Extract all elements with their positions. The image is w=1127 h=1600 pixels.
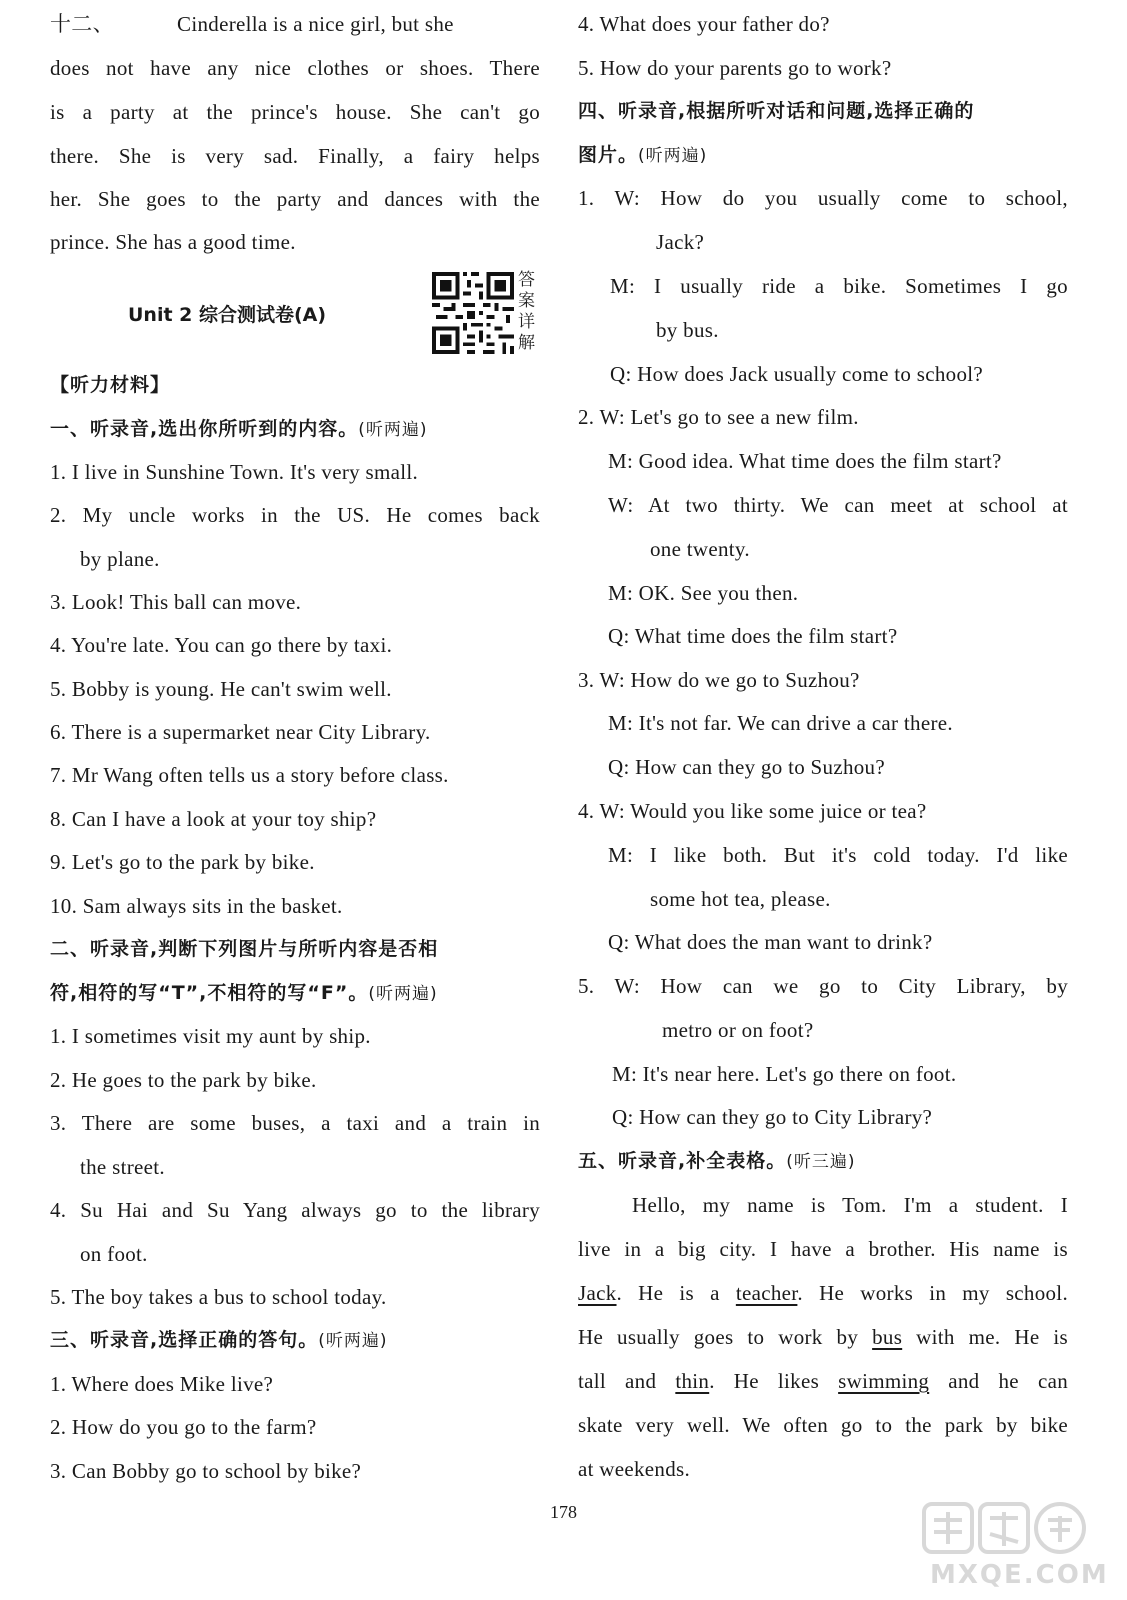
- s5-line-1: Hello, my name is Tom. I'm a student. I: [632, 1193, 1068, 1217]
- s3-item-2: 2. How do you go to the farm?: [50, 1415, 317, 1439]
- blank-answer-jack: Jack: [578, 1281, 617, 1305]
- listening-materials-title: 【听力材料】: [50, 374, 171, 396]
- s5-text: with me. He is: [902, 1325, 1068, 1349]
- watermark-text: MXQE.COM: [930, 1560, 1109, 1590]
- unit-title: Unit 2 综合测试卷(A): [128, 304, 327, 326]
- d2-w-line-3: one twenty.: [650, 537, 750, 561]
- s5-text: and he can: [929, 1369, 1068, 1393]
- section-2-note: (听两遍): [368, 984, 438, 1004]
- d5-w-line-2: metro or on foot?: [662, 1018, 814, 1042]
- s5-line-4: [578, 1324, 1068, 1350]
- d3-question: Q: How can they go to Suzhou?: [608, 755, 885, 779]
- s5-text: He usually goes to work by: [578, 1325, 873, 1349]
- p12-line-1: [50, 11, 454, 37]
- d1-m-line-1: M: I usually ride a bike. Sometimes I go: [610, 274, 1068, 298]
- section-3-heading: [50, 1327, 387, 1354]
- d4-m-line-1: M: I like both. But it's cold today. I'd like: [608, 843, 1068, 867]
- section-3-note: (听两遍): [318, 1331, 388, 1351]
- section-2-heading-text: 符,相符的写“T”,不相符的写“F”。: [50, 982, 369, 1004]
- section-2-heading-2: [50, 980, 438, 1007]
- s5-text: . He is a: [616, 1281, 736, 1305]
- s1-item-7: 7. Mr Wang often tells us a story before class.: [50, 763, 449, 787]
- s3-item-1: 1. Where does Mike live?: [50, 1372, 274, 1396]
- d5-m-line-1: M: It's near here. Let's go there on foot.: [612, 1062, 957, 1086]
- d1-question: Q: How does Jack usually come to school?: [610, 362, 984, 386]
- watermark-seal-icon: [920, 1498, 1090, 1560]
- s5-text: . He works in my school.: [797, 1281, 1068, 1305]
- s1-item-9: 9. Let's go to the park by bike.: [50, 850, 315, 874]
- s1-item-2-cont: by plane.: [80, 547, 160, 571]
- section-4-note: (听两遍): [638, 146, 708, 166]
- section-4-heading-2: [578, 142, 707, 169]
- section-5-heading-text: 五、听录音,补全表格。: [578, 1150, 787, 1172]
- s1-item-10: 10. Sam always sits in the basket.: [50, 894, 343, 918]
- blank-answer-thin: thin: [675, 1369, 710, 1393]
- s2-item-3: 3. There are some buses, a taxi and a train in: [50, 1111, 540, 1135]
- d4-question: Q: What does the man want to drink?: [608, 930, 933, 954]
- d5-question: Q: How can they go to City Library?: [612, 1105, 933, 1129]
- section-3-heading-text: 三、听录音,选择正确的答句。: [50, 1329, 319, 1351]
- section-4-heading-1: 四、听录音,根据所听对话和问题,选择正确的: [578, 100, 975, 122]
- s1-item-4: 4. You're late. You can go there by taxi.: [50, 633, 393, 657]
- d3-w-line-1: 3. W: How do we go to Suzhou?: [578, 668, 860, 692]
- s5-text: . He likes: [709, 1369, 839, 1393]
- p12-line-2: does not have any nice clothes or shoes. There: [50, 56, 540, 80]
- d2-m-line-2: M: OK. See you then.: [608, 581, 799, 605]
- s3-item-5: 5. How do your parents go to work?: [578, 56, 892, 80]
- s2-item-4-cont: on foot.: [80, 1242, 148, 1266]
- section-1-heading: [50, 416, 427, 443]
- qr-code-icon: [432, 272, 514, 354]
- section-1-heading-text: 一、听录音,选出你所听到的内容。: [50, 418, 359, 440]
- s2-item-4: 4. Su Hai and Su Yang always go to the library: [50, 1198, 540, 1222]
- s5-line-6: skate very well. We often go to the park by bike: [578, 1413, 1068, 1437]
- section-2-heading-1: 二、听录音,判断下列图片与所听内容是否相: [50, 938, 439, 960]
- d2-question: Q: What time does the film start?: [608, 624, 898, 648]
- p12-line-3: is a party at the prince's house. She can't go: [50, 100, 540, 124]
- s3-item-4: 4. What does your father do?: [578, 12, 830, 36]
- s2-item-3-cont: the street.: [80, 1155, 165, 1179]
- watermark-logo: [920, 1498, 1109, 1593]
- section-4-heading-text: 图片。: [578, 144, 639, 166]
- d2-w-line-1: 2. W: Let's go to see a new film.: [578, 405, 859, 429]
- s2-item-1: 1. I sometimes visit my aunt by ship.: [50, 1024, 371, 1048]
- section-5-heading: [578, 1148, 855, 1175]
- d2-m-line-1: M: Good idea. What time does the film start?: [608, 449, 1002, 473]
- section-12-label: 十二、: [50, 12, 114, 36]
- s2-item-2: 2. He goes to the park by bike.: [50, 1068, 317, 1092]
- qr-caption: 答案详解: [518, 270, 535, 353]
- s1-item-5: 5. Bobby is young. He can't swim well.: [50, 677, 392, 701]
- d4-m-line-2: some hot tea, please.: [650, 887, 831, 911]
- p12-line-5: her. She goes to the party and dances with the: [50, 187, 540, 211]
- d3-m-line-1: M: It's not far. We can drive a car there.: [608, 711, 953, 735]
- s1-item-1: 1. I live in Sunshine Town. It's very small.: [50, 460, 419, 484]
- page-number: 178: [550, 1502, 577, 1522]
- p12-line-6: prince. She has a good time.: [50, 230, 296, 254]
- d1-m-line-2: by bus.: [656, 318, 719, 342]
- blank-answer-swimming: swimming: [838, 1369, 930, 1393]
- p12-text: Cinderella is a nice girl, but she: [177, 12, 454, 36]
- s5-line-7: at weekends.: [578, 1457, 691, 1481]
- d1-w-line-1: 1. W: How do you usually come to school,: [578, 186, 1068, 210]
- blank-answer-teacher: teacher: [735, 1281, 798, 1305]
- s1-item-2: 2. My uncle works in the US. He comes back: [50, 503, 540, 527]
- s5-line-5: [578, 1368, 1068, 1394]
- d2-w-line-2: W: At two thirty. We can meet at school at: [608, 493, 1068, 517]
- section-5-note: (听三遍): [786, 1152, 856, 1172]
- s1-item-6: 6. There is a supermarket near City Library.: [50, 720, 431, 744]
- d4-w-line-1: 4. W: Would you like some juice or tea?: [578, 799, 927, 823]
- s1-item-8: 8. Can I have a look at your toy ship?: [50, 807, 377, 831]
- s3-item-3: 3. Can Bobby go to school by bike?: [50, 1459, 362, 1483]
- s2-item-5: 5. The boy takes a bus to school today.: [50, 1285, 387, 1309]
- s5-line-2: live in a big city. I have a brother. His name is: [578, 1237, 1068, 1261]
- s5-line-3: [578, 1280, 1068, 1306]
- s1-item-3: 3. Look! This ball can move.: [50, 590, 302, 614]
- d1-w-line-2: Jack?: [656, 230, 705, 254]
- blank-answer-bus: bus: [872, 1325, 903, 1349]
- d5-w-line-1: 5. W: How can we go to City Library, by: [578, 974, 1068, 998]
- s5-text: tall and: [578, 1369, 676, 1393]
- section-1-note: (听两遍): [358, 420, 428, 440]
- p12-line-4: there. She is very sad. Finally, a fairy helps: [50, 144, 540, 168]
